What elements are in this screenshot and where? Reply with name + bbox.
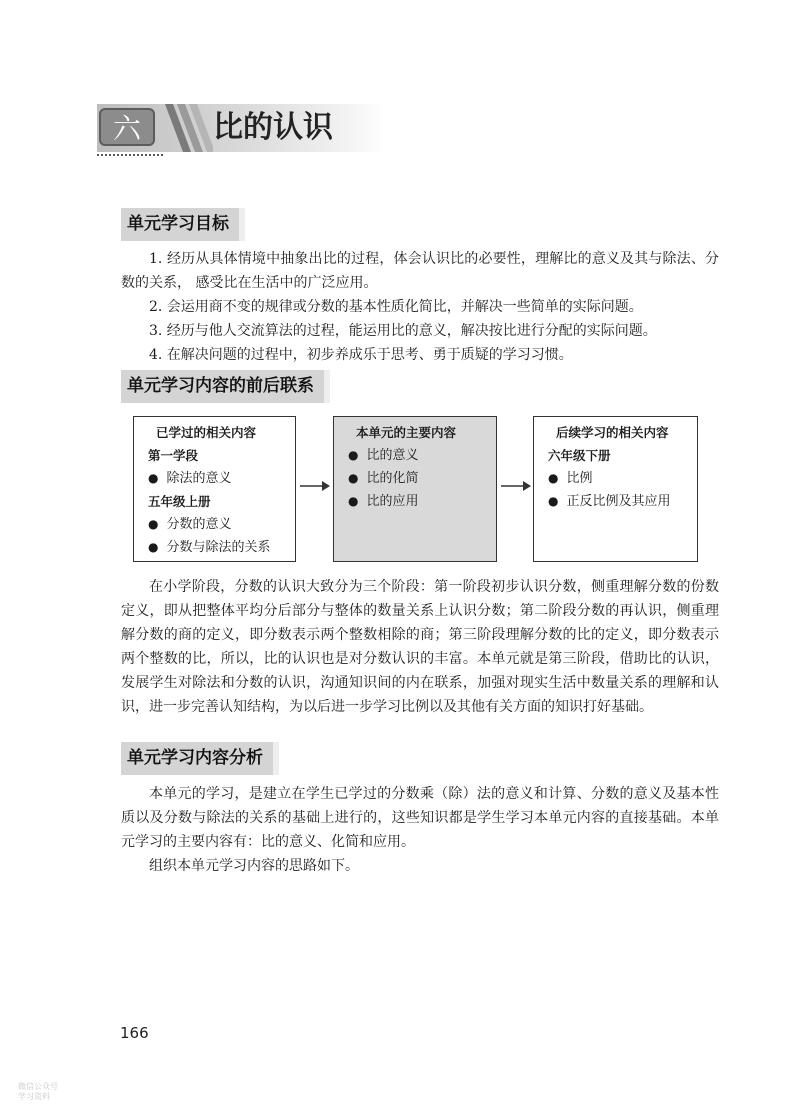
analysis-paragraph: 组织本单元学习内容的思路如下。 <box>149 858 359 874</box>
next-group-label: 六年级下册 <box>548 448 611 463</box>
next-box-title: 后续学习的相关内容 <box>556 425 669 440</box>
prior-group2-item: ● 分数的意义 <box>148 513 295 536</box>
section-heading-goals: 单元学习目标 <box>121 208 245 241</box>
arrow-right-icon <box>300 479 330 493</box>
connections-diagram <box>133 416 701 562</box>
goal-item: 1. 经历从具体情境中抽象出比的过程，体会认识比的必要性，理解比的意义及其与除法、分数的关系， 感受比在生活中的广泛应用。 <box>121 251 719 291</box>
main-box-title: 本单元的主要内容 <box>356 425 457 440</box>
prior-content-box <box>133 416 296 562</box>
main-item: ● 比的意义 <box>348 444 496 467</box>
next-item: ● 正反比例及其应用 <box>548 490 697 513</box>
section-heading-analysis: 单元学习内容分析 <box>121 742 279 775</box>
slash-decoration-icon <box>161 104 213 152</box>
goals-list <box>121 247 719 367</box>
prior-group1-label: 第一学段 <box>148 448 199 463</box>
goal-item: 4. 在解决问题的过程中，初步养成乐于思考、勇于质疑的学习习惯。 <box>149 347 573 363</box>
arrow-right-icon <box>501 479 531 493</box>
chapter-banner <box>97 100 387 158</box>
prior-group2-label: 五年级上册 <box>148 494 211 509</box>
prior-group1-item: ● 除法的意义 <box>148 467 295 490</box>
section-heading-connections: 单元学习内容的前后联系 <box>121 370 330 403</box>
next-content-box <box>533 416 698 562</box>
analysis-text <box>121 782 719 878</box>
goal-item: 2. 会运用商不变的规律或分数的基本性质化简比，并解决一些简单的实际问题。 <box>149 299 643 315</box>
watermark-line: 微信公众号 <box>18 1082 58 1091</box>
watermark <box>18 1082 58 1102</box>
watermark-line: 学习资料 <box>18 1092 50 1101</box>
goal-item: 3. 经历与他人交流算法的过程，能运用比的意义，解决按比进行分配的实际问题。 <box>149 323 657 339</box>
prior-group2-item: ● 分数与除法的关系 <box>148 536 295 559</box>
main-item: ● 比的化简 <box>348 467 496 490</box>
chapter-number: 六 <box>99 108 155 146</box>
connections-paragraph: 在小学阶段，分数的认识大致分为三个阶段：第一阶段初步认识分数，侧重理解分数的份数定义，即从把整体平均分后部分与整体的数量关系上认识分数；第二阶段分数的再认识，侧重理解分数的商的定义，即分数表示两个整数相除的商；第三阶段理解分数的比的定义，即分数表示两个整数的比，所以，比的认识也是对分数认识的丰富。本单元就是第三阶段，借助比的认识，发展学生对除法和分数的认识，沟通知识间的内在联系，加强对现实生活中数量关系的理解和认识，进一步完善认知结构，为以后进一步学习比例以及其他有关方面的知识打好基础。 <box>121 579 719 715</box>
page-number: 166 <box>120 1024 149 1042</box>
analysis-paragraph: 本单元的学习，是建立在学生已学过的分数乘（除）法的意义和计算、分数的意义及基本性质以及分数与除法的关系的基础上进行的，这些知识都是学生学习本单元内容的直接基础。本单元学习的主要内容有：比的意义、化简和应用。 <box>121 786 719 850</box>
main-content-box <box>333 416 497 562</box>
main-item: ● 比的应用 <box>348 490 496 513</box>
prior-box-title: 已学过的相关内容 <box>156 425 257 440</box>
chapter-dotted-underline <box>97 154 163 156</box>
next-item: ● 比例 <box>548 467 697 490</box>
chapter-title: 比的认识 <box>213 110 333 145</box>
